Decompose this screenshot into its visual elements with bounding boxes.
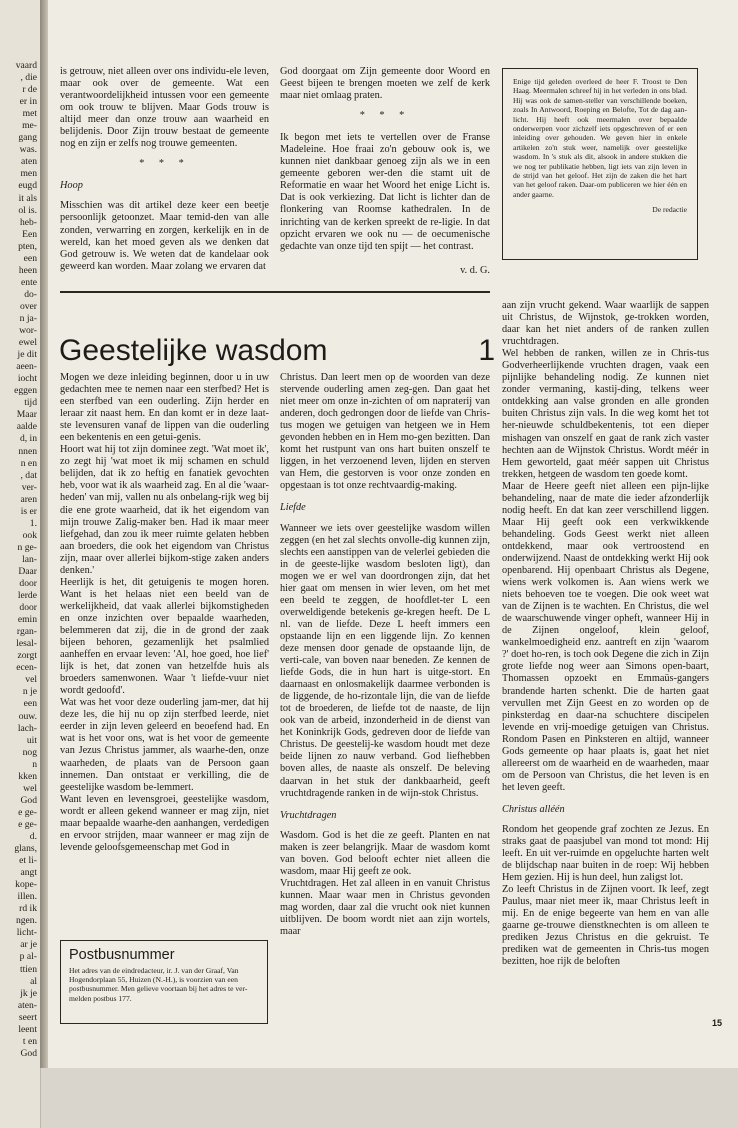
paragraph: Vruchtdragen. Het zal alleen in en vanuit Christus kunnen. Maar waar men in Christus gevonden mag worden, daar zal die vrucht ook niet kunnen uitblijven. De boom wordt niet aan zijn wortels, maar (280, 877, 490, 938)
top-middle-column (280, 66, 490, 288)
previous-page-text-fragment: rgan- (16, 626, 37, 638)
previous-page-text-fragment: kken (18, 770, 37, 782)
previous-page-text-fragment: , dat (20, 469, 37, 481)
previous-page-text-fragment: illen. (17, 891, 37, 903)
previous-page-text-fragment: angt (20, 867, 37, 879)
previous-page-text-fragment: wor- (19, 325, 37, 337)
postbus-title: Postbusnummer (69, 947, 175, 963)
previous-page-text-fragment: p al- (19, 951, 37, 963)
previous-page-text-fragment: door (19, 602, 37, 614)
paragraph: Wat was het voor deze ouderling jam-mer, dat hij deze les, die hij nu op zijn sterfbed leerde, niet eerder in zijn leven geleerd en beoefend had. En wat is het voor ons, wat is het voor de gemeente van Jezus Christus jammer, als waarhe-den, onze waarheden, de plaats van de Persoon gaan innemen. Dan ontstaat er verkilling, die de geestelijke wasdom be-lemmert. (60, 697, 269, 793)
previous-page-text-fragment: was. (19, 144, 37, 156)
previous-page-text-fragment: een (23, 698, 37, 710)
previous-page-text-fragment: door (19, 578, 37, 590)
previous-page-text-fragment: vaard (15, 60, 37, 71)
previous-page-text-fragment: je dit (17, 349, 37, 361)
previous-page-text-fragment: eggen (14, 385, 37, 397)
article-column-3 (502, 300, 709, 1024)
article-title-text: Geestelijke wasdom (59, 334, 328, 367)
paragraph: Hoort wat hij tot zijn dominee zegt. 'Wat moet ik', zo zegt hij 'wat moet ik mij schamen en schuld belijden, dat ik zo heftig en fanatiek gevochten heb, voor wat ik als waarheid zag. En al die 'waar-heden' van mij, vallen nu als onbelang-rijk weg bij die ene grote waarheid, dat ik het eigendom van mijn trouwe Zalig-maker ben. Had ik maar meer liefgehad, dan zou ik meer ruimte gelaten hebben aan broeders, die ook het eigendom van Christus zijn, maar over allerlei bijkom-stige zaken anders denken.' (60, 444, 269, 576)
previous-page-text-fragment: rd ik (19, 903, 37, 915)
previous-page-text-fragment: n je (22, 686, 37, 698)
book-gutter (40, 0, 48, 1068)
previous-page-text-fragment: aeen- (16, 361, 37, 373)
previous-page-text-fragment: ttien (19, 963, 37, 975)
section-separator: * * * (359, 110, 411, 122)
paragraph: Misschien was dit artikel deze keer een beetje persoonlijk getoonzet. Maar temid-den van alle zonden, verwarring en zorgen, kerkelijk en in de wereld, kan het moed geven als we denken dat God getrouw is. We weten dat de kandelaar ook geweerd kan worden. Maar zolang we ervaren dat (60, 200, 269, 272)
paragraph: Rondom het geopende graf zochten ze Jezus. En straks gaat de paasjubel van mond tot mond: Hij leeft. En uit ver-ruimde en opgeluchte harten welt de blijdschap naar buiten in de roep: Wij hebben Hem gezien. Hij is hun deel, hun zaligst lot. (502, 823, 709, 884)
editorial-signature: De redactie (652, 205, 687, 215)
previous-page-text-fragment: n (32, 758, 37, 770)
previous-page-text-fragment: lach- (17, 722, 37, 734)
previous-page-text-fragment: t en (22, 1035, 37, 1047)
previous-page-text-fragment: e ge- (18, 806, 37, 818)
subheading-liefde: Liefde (280, 502, 306, 514)
article-part-number: 1 (478, 334, 495, 367)
previous-page-text-fragment: Een (22, 228, 37, 240)
previous-page-text-fragment: heen (18, 264, 37, 276)
paragraph: Wanneer we iets over geestelijke wasdom willen zeggen (en het zal slechts onvolle-dig kunnen zijn, slechts een aanstippen van de velerlei gebieden die in de geeste-lijke wasdom besloten ligt), dan mogen we er wel van doordrongen zijn, dat het hier gaat om mensen in wier leven, om het met een beeld te zeggen, de hoofdlet-ter L een overweldigende betekenis ge-kregen heeft. De L nl. van de liefde. Deze L heeft immers een opstaande lijn en een liggende lijn. Zo kennen deze mensen door genade de opstaande lijn, de verti-cale, van boven naar beneden. Ze kennen de liefde Gods, die in hun hart is uitge-stort. En daarnaast en onlosmakelijk daarmee verbonden is de liggende, de ho-rizontale lijn, die van de liefde tot de broederen, de liefde tot de naaste, de lijn ook van de arbeid, inzonderheid in de dienst van het Koninkrijk Gods, gedreven door de liefde van Christus. De geestelij-ke wasdom houdt met deze beide lijnen zo nauw verband. God liefhebben boven alles, de naaste als onszelf. De beleving daarvan in het stuk der dankbaarheid, geeft vruchtdragende ranken in de wijn-stok Christus. (280, 522, 490, 799)
previous-page-text-fragment: 1. (29, 517, 37, 529)
previous-page-text-fragment: jk je (20, 987, 37, 999)
previous-page-text-fragment: Maar (16, 409, 37, 421)
paragraph: God doorgaat om Zijn gemeente door Woord en Geest bijeen te brengen moeten we zelf de kerk maar niet omlaag praten. (280, 66, 490, 102)
previous-page-text-fragment: lesal- (16, 638, 37, 650)
previous-page-text-fragment: ecen- (16, 662, 37, 674)
previous-page-text-fragment: over (19, 300, 37, 312)
paragraph: Wasdom. God is het die ze geeft. Planten en nat maken is zeer belangrijk. Maar de wasdom komt van boven. God belooft echter niet alleen die wasdom, maar Hij geeft ze ook. (280, 829, 490, 877)
section-divider-rule (60, 291, 490, 293)
previous-page-text-fragment: n ge- (17, 541, 37, 553)
postbus-text: Het adres van de eindredacteur, ir. J. van der Graaf, Van Hogendorplaan 55, Huizen (N.-H.), is voorzien van een postbusnummer. Men gelieve voortaan bij het adres te ver-melden postbus 177. (69, 966, 248, 1003)
editorial-note-text: Enige tijd geleden overleed de heer F. Troost te Den Haag. Meermalen schreef hij in het verleden in ons blad. Hij was ook de samen-steller van verschillende boeken, zoals In Antwoord, Roeping en Belofte, Tot de dag aan-licht. Hij heeft ook meermalen over bepaalde onderwerpen voor zichzelf iets opgeschreven of er een inleiding over gehouden. We geven hier in enkele artikelen zo'n stuk weer, namelijk over geestelijke wasdom. In 's stuk als dit, alsook in andere stukken die we nog ter publikatie hebben, ligt iets van zijn leven in de strijd van het geloof. Het zijn de zaken die het hart van het geloof raken. Daar-om publiceren we hier één en ander gaarne. (513, 77, 687, 199)
paragraph: aan zijn vrucht gekend. Waar waarlijk de sappen uit Christus, de Wijnstok, ge-trokken worden, daar kan het niet anders of de ranken zullen vruchtdragen. (502, 300, 709, 348)
previous-page-text-fragment: nnen (18, 445, 37, 457)
editorial-note-box (502, 68, 698, 260)
previous-page-text-fragment: met (22, 108, 37, 120)
top-left-column (60, 66, 269, 288)
subheading-christus-alleen: Christus alléén (502, 803, 565, 815)
previous-page-text-fragment: , die (20, 72, 37, 84)
previous-page-text-fragment: aalde (16, 421, 37, 433)
section-separator: * * * (139, 158, 190, 170)
previous-page-text-fragment: ook (22, 529, 37, 541)
previous-page-text-fragment: emin (17, 614, 37, 626)
previous-page-text-fragment: pten, (18, 240, 37, 252)
previous-page-text-fragment: men (20, 168, 37, 180)
previous-page-text-fragment: n ja- (19, 312, 37, 324)
previous-page-text-fragment: al (30, 975, 37, 987)
page-number: 15 (711, 1018, 722, 1028)
paragraph: is getrouw, niet alleen over ons individu-ele leven, maar ook over de gemeente. Wat een verantwoordelijkheid intussen voor een gemeente om ook trouw te blijven. Maar Gods trouw is altijd meer dan onze trouw aan waarheid en belijdenis. Door Zijn trouw bestaat de gemeente nog en zijn er zelfs nog trouwe gemeenten. (60, 66, 269, 150)
previous-page-text-fragment: zorgt (17, 650, 37, 662)
previous-page-text-fragment: me- (22, 120, 37, 132)
previous-page-margin (0, 0, 41, 1128)
previous-page-text-fragment: r de (22, 84, 37, 96)
author-signature: v. d. G. (460, 264, 490, 276)
paragraph: Want leven en levensgroei, geestelijke wasdom, wordt er alleen gekend wanneer er mag zijn, niet maar bepaalde waarhe-den aanhangen, verdedigen en ervoor strijden, maar wanneer er mag zijn de levende geloofsgemeenschap met God in (60, 793, 269, 853)
previous-page-text-fragment: lerde (17, 590, 37, 602)
paragraph: Heerlijk is het, dit getuigenis te mogen horen. Want is het helaas niet een beeld van de werkelijkheid, dat vaak allerlei bijkomstigheden en onze inzichten over bepaalde waarheden, belemmeren dat zij, die in de grond der zaak bijeen behoren, gezamenlijk het psalmlied aanheffen en ervaar leven: 'Al, hoe goed, hoe lief' lijk is het, dat zonen van hetzelfde huis als broeders samenwonen. Waar 't liefde-vuur niet wordt gedoofd'. (60, 576, 269, 697)
previous-page-text-fragment: ouw. (18, 710, 37, 722)
previous-page-text-fragment: aren (20, 493, 37, 505)
previous-page-text-fragment: vel (25, 674, 37, 686)
subheading-vruchtdragen: Vruchtdragen (280, 809, 337, 821)
previous-page-text-fragment: ewel (18, 337, 37, 349)
previous-page-text-fragment: glans, (14, 843, 37, 855)
paragraph: Ik begon met iets te vertellen over de Franse Madeleine. Hoe fraai zo'n gebouw ook is, we kunnen niet dankbaar genoeg zijn als we in een gemeente geboren wer-den die stamt uit de Reformatie en waar het Woord het enige Licht is. Dat is ook verkiezing. Dat licht is lichter dan de flonkering van Roomse kathedralen. In de inrichting van de kerken spreekt de re-ligie. In dat opzicht ervaren we ook nu — de oecumenische gedachte van onze tijd ten spijt — het contrast. (280, 132, 490, 252)
previous-page-text-fragment: et li- (19, 855, 37, 867)
previous-page-text-fragment: er in (19, 96, 37, 108)
previous-page-text-fragment: ngen. (15, 915, 37, 927)
previous-page-text-fragment: seert (18, 1011, 37, 1023)
previous-page-text-fragment: aten (21, 156, 37, 168)
paragraph: Zo leeft Christus in de Zijnen voort. Ik leef, zegt Paulus, maar niet meer ik, maar Christus leeft in mij. En de enige begeerte van hem en van alle gaarne ge-trouwe dienstknechten is om alleen te prediken Jezus Christus en die gekruist. Te prediken wat de gemeenten in Chris-tus mogen bezitten, hoe rijk de beloften (502, 884, 709, 968)
paragraph: Christus. Dan leert men op de woorden van deze stervende ouderling amen zeg-gen. Dan gaat het niet meer om onze in-zichten of om napraterij van anderen, doch gedrongen door de liefde van Chris-tus mogen we getuigen van hetgeen we in Hem gevonden hebben en in Hem mo-gen bezitten. Dan komt het rustpunt van ons hart buiten onszelf te liggen, in het verzoenend leven, lijden en sterven van Hem, die gestorven is voor onze zonden en opgestaan is tot onze rechtvaardig-making. (280, 372, 490, 492)
previous-page-text-fragment: uit (26, 734, 37, 746)
previous-page-text-fragment: heb- (19, 216, 37, 228)
previous-page-text-fragment: ol is. (18, 204, 37, 216)
previous-page-text-fragment: Daar (18, 565, 37, 577)
previous-page-text-fragment: do- (24, 288, 37, 300)
previous-page-text-fragment: God (20, 794, 37, 806)
previous-page-text-fragment: d. (29, 831, 37, 842)
previous-page-text-fragment: licht- (16, 927, 37, 939)
previous-page-text-fragment: ar je (20, 939, 37, 951)
previous-page-text-fragment: ente (21, 276, 37, 288)
previous-page-text-fragment: God (20, 1047, 37, 1059)
subheading-hoop: Hoop (60, 180, 83, 192)
previous-page-text-fragment: lan- (22, 553, 37, 565)
previous-page-text-fragment: eugd (18, 180, 37, 192)
previous-page-text-fragment: een (23, 252, 37, 264)
previous-page-text-fragment: n en (20, 457, 37, 469)
previous-page-text-fragment: gang (18, 132, 37, 144)
previous-page-text-fragment: is er (20, 505, 37, 517)
paragraph: Wel hebben de ranken, willen ze in Chris-tus Godverheerlijkende vruchten dragen, vaak een pijnlijke behandeling nodig. Ze kunnen niet zonder vermaning, kastij-ding, telkens weer ontdekking aan valse gronden en alle gronden buiten Christus zijn vals. In die weg komt het tot her-nieuwde schuldbekentenis, tot een dieper mishagen van onszelf en gaat de rank zich vaster hechten aan de Wijnstok Christus. Wordt méér in Hem geworteld, gaat méér sappen uit Christus trekken, hetgeen de wasdom ten goede komt. (502, 348, 709, 480)
previous-page-text-fragment: leent (18, 1023, 37, 1035)
previous-page-text-fragment: nog (22, 746, 37, 758)
previous-page-text-fragment: ver- (21, 481, 37, 493)
paragraph: Mogen we deze inleiding beginnen, door u in uw gedachten mee te nemen naar een sterfbed? Het is een sterfbed van een ouderling. Zijn herder en leraar zit naast hem. En dan komt er in deze laat-ste levensuren vanaf de lippen van die ouderling een bekentenis en een getui-genis. (60, 372, 269, 444)
article-title (59, 334, 495, 368)
postbus-notice-box (60, 940, 268, 1024)
article-column-1 (60, 372, 269, 932)
previous-page-text-fragment: d, in (19, 433, 37, 445)
paragraph: Maar de Heere geeft niet alleen een pijn-lijke behandeling, naar de mate die ieder afzonderlijk nodig heeft. En dat kan zeer verschillend liggen. Maar Hij geeft ook een verkwikkende behandeling. Gods Geest werkt niet alleen ontdekkend, maar ook vertroostend en onderwijzend. Naast de ontdekking werkt Hij ook openbarend. Hij openbaart Christus als Degene, wiens werk volkomen is. Aan wiens werk we niets behoeven toe te voegen. Die ook weet wat van de Zijnen is te wachten. En Christus, die wel de waarschuwende vinger opheft, wanneer Hij in de Zijnen ongeloof, klein geloof, wankelmoedigheid enz. aantreft en zijn 'waarom ?' doet ho-ren, is toch ook Degene die zich in Zijn grote liefde nog weer aan Simons open-baart, Thomassen opzoekt en Emmaüs-gangers brandende harten schenkt. Die de harten gaat vervullen met Zijn Geest en zo worden op de pinksterdag en daar-na schuchtere discipelen levende en vrij-moedige getuigen van Christus. Rondom Pasen en Pinksteren en altijd, wanneer Gods gemeente op haar plaats is, gaat het niet allereerst om de waarheid en de waarheden, maar om de Persoon van Christus, die het leven is en het leven geeft. (502, 480, 709, 793)
previous-page-text-fragment: aten- (17, 999, 37, 1011)
previous-page-text-fragment: it als (18, 192, 37, 204)
previous-page-text-fragment: tijd (24, 397, 37, 409)
previous-page-text-fragment: wel (23, 782, 37, 794)
previous-page-text-fragment: iocht (17, 373, 37, 385)
article-column-2 (280, 372, 490, 1032)
previous-page-text-fragment: kope- (15, 879, 37, 891)
previous-page-text-fragment: e ge- (18, 818, 37, 830)
